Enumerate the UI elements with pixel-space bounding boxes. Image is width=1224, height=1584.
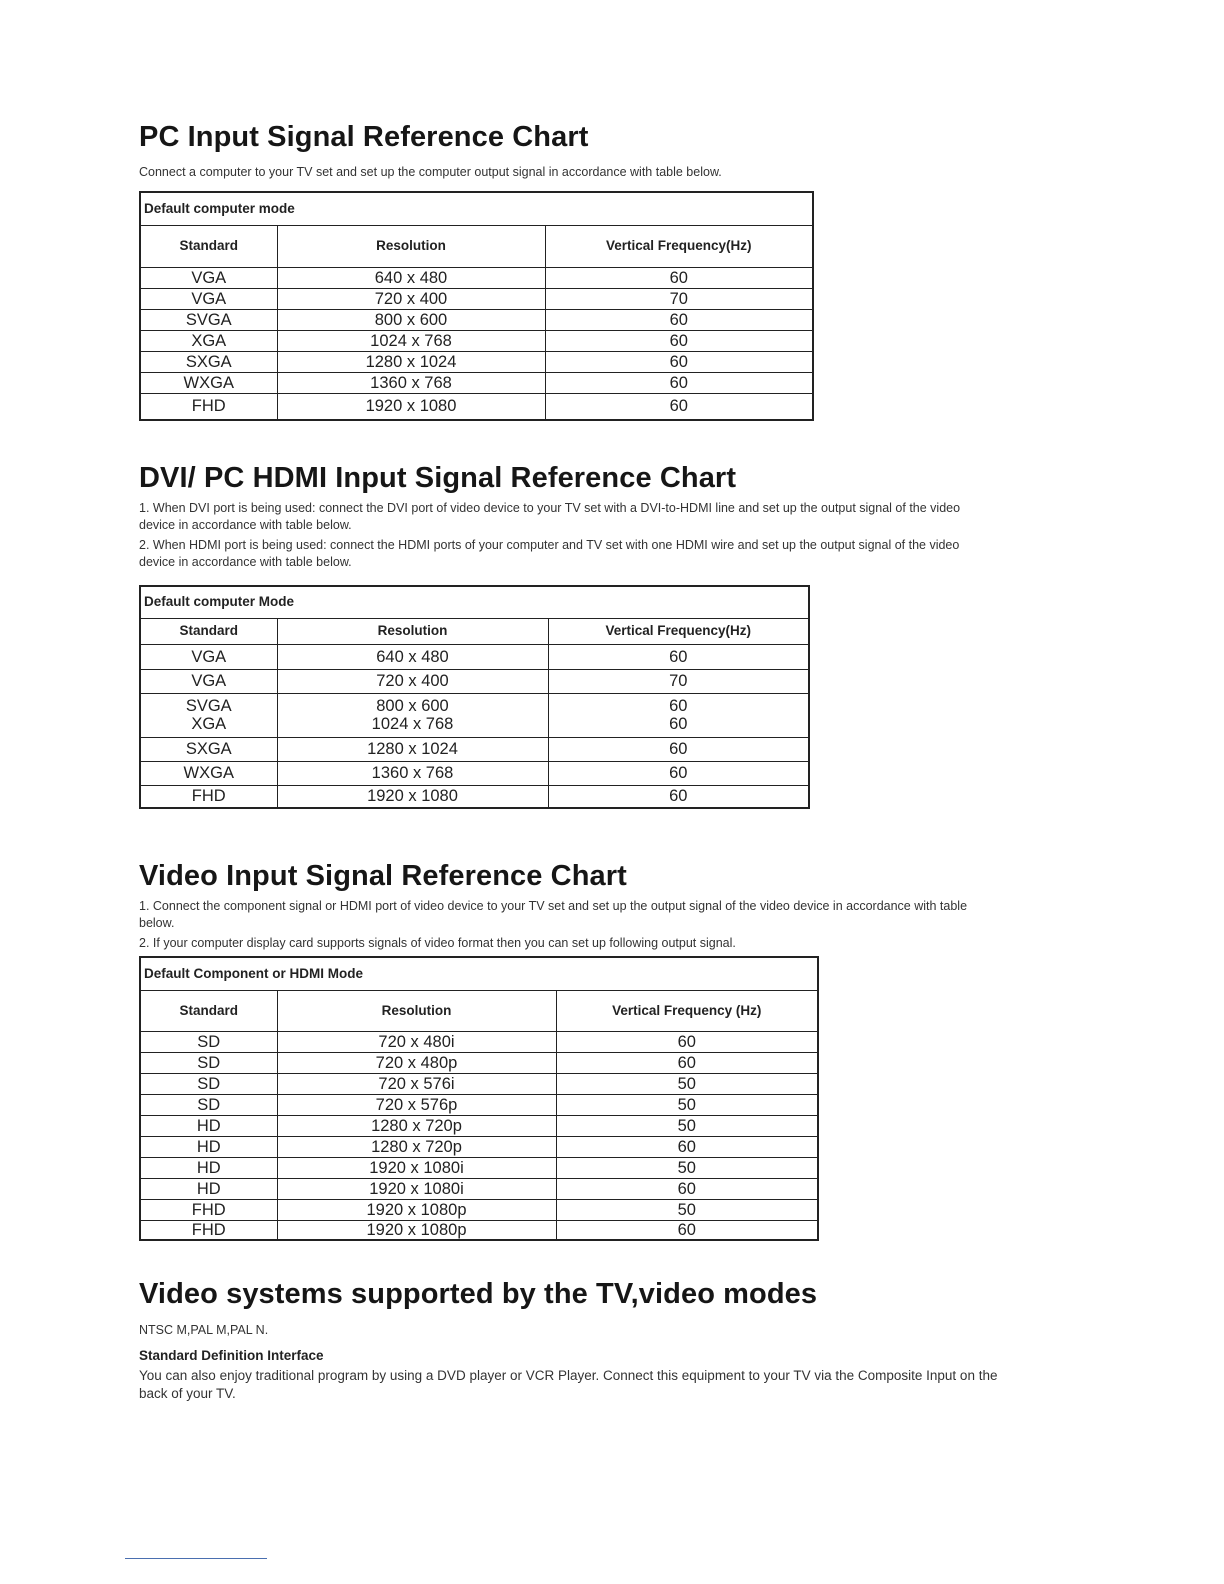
cell-line: XGA [191, 715, 227, 733]
sdi-body-line-1: You can also enjoy traditional program by using a DVD player or VCR Player. Connect this equipment to your TV via the Composite Input on the [139, 1368, 998, 1383]
cell-line: 60 [669, 715, 688, 733]
table-row [140, 1199, 818, 1220]
cell-resolution: 1024 x 768 [277, 330, 545, 351]
cell-frequency: 60 [545, 267, 813, 288]
cell-resolution: 1280 x 1024 [277, 351, 545, 372]
cell-frequency: 60 [545, 372, 813, 393]
table-row [140, 1178, 818, 1199]
table-caption: Default computer Mode [140, 586, 809, 618]
dvi-note-2-line-2: device in accordance with table below. [139, 555, 352, 569]
column-header-resolution: Resolution [277, 618, 548, 644]
video-systems-list: NTSC M,PAL M,PAL N. [139, 1323, 269, 1337]
cell-resolution: 1920 x 1080 [277, 393, 545, 420]
table-row [140, 1136, 818, 1157]
column-header-resolution: Resolution [277, 990, 556, 1031]
cell-resolution: 1920 x 1080p [277, 1220, 556, 1240]
cell-standard: FHD [140, 785, 277, 808]
cell-frequency: 60 [548, 737, 809, 761]
cell-frequency: 60 [545, 393, 813, 420]
cell-resolution: 800 x 600 [277, 309, 545, 330]
cell-standard [140, 693, 277, 737]
table-row [140, 644, 809, 669]
cell-standard: FHD [140, 393, 277, 420]
table-row [140, 785, 809, 808]
cell-resolution: 720 x 400 [277, 288, 545, 309]
cell-frequency: 60 [548, 761, 809, 785]
cell-resolution: 1920 x 1080 [277, 785, 548, 808]
footer-rule [125, 1558, 267, 1559]
cell-frequency: 60 [545, 309, 813, 330]
video-note-2: 2. If your computer display card supports signals of video format then you can set up following output signal. [139, 936, 736, 950]
table-row [140, 1115, 818, 1136]
table-row [140, 267, 813, 288]
cell-frequency: 60 [548, 785, 809, 808]
cell-resolution: 1920 x 1080i [277, 1178, 556, 1199]
cell-line: 1024 x 768 [371, 715, 454, 733]
cell-standard: SD [140, 1052, 277, 1073]
video-note-1-line-1: 1. Connect the component signal or HDMI port of video device to your TV set and set up the output signal of the video device in accordance with table [139, 899, 968, 913]
column-header-standard: Standard [140, 618, 277, 644]
cell-resolution: 1280 x 1024 [277, 737, 548, 761]
cell-standard: HD [140, 1115, 277, 1136]
cell-standard: HD [140, 1178, 277, 1199]
cell-standard: VGA [140, 644, 277, 669]
dvi-note-2-line-1: 2. When HDMI port is being used: connect the HDMI ports of your computer and TV set with one HDMI wire and set up the output signal of the video [139, 538, 960, 552]
column-header-frequency: Vertical Frequency(Hz) [545, 225, 813, 267]
table-row [140, 1073, 818, 1094]
cell-line: 800 x 600 [376, 697, 449, 715]
cell-standard: SVGA [140, 309, 277, 330]
cell-standard: SD [140, 1073, 277, 1094]
cell-frequency: 50 [556, 1115, 818, 1136]
cell-standard: SXGA [140, 351, 277, 372]
table-row [140, 330, 813, 351]
cell-standard: XGA [140, 330, 277, 351]
video-signal-table [139, 956, 819, 1241]
column-header-resolution: Resolution [277, 225, 545, 267]
video-note-1-line-2: below. [139, 916, 175, 930]
cell-standard: FHD [140, 1220, 277, 1240]
cell-standard: SXGA [140, 737, 277, 761]
table-row [140, 288, 813, 309]
cell-frequency: 50 [556, 1199, 818, 1220]
cell-frequency: 60 [548, 644, 809, 669]
cell-standard: WXGA [140, 761, 277, 785]
cell-frequency: 60 [545, 351, 813, 372]
cell-standard: SD [140, 1094, 277, 1115]
cell-line: SVGA [185, 697, 232, 715]
table-row [140, 1031, 818, 1052]
cell-resolution [277, 693, 548, 737]
cell-frequency: 60 [556, 1136, 818, 1157]
cell-resolution: 1360 x 768 [277, 761, 548, 785]
column-header-standard: Standard [140, 990, 277, 1031]
table-row [140, 1052, 818, 1073]
cell-resolution: 1920 x 1080p [277, 1199, 556, 1220]
video-chart-title: Video Input Signal Reference Chart [139, 860, 627, 892]
cell-frequency: 70 [545, 288, 813, 309]
cell-resolution: 640 x 480 [277, 267, 545, 288]
cell-standard: WXGA [140, 372, 277, 393]
cell-standard: HD [140, 1157, 277, 1178]
cell-resolution: 720 x 480i [277, 1031, 556, 1052]
cell-frequency: 50 [556, 1094, 818, 1115]
table-row [140, 737, 809, 761]
table-row [140, 1220, 818, 1240]
dvi-note-1-line-2: device in accordance with table below. [139, 518, 352, 532]
table-row [140, 1157, 818, 1178]
cell-frequency: 50 [556, 1157, 818, 1178]
cell-resolution: 1280 x 720p [277, 1115, 556, 1136]
cell-standard: VGA [140, 669, 277, 693]
video-systems-title: Video systems supported by the TV,video modes [139, 1278, 818, 1310]
cell-frequency: 60 [556, 1178, 818, 1199]
sdi-body-line-2: back of your TV. [139, 1386, 236, 1401]
column-header-standard: Standard [140, 225, 277, 267]
cell-frequency: 60 [556, 1052, 818, 1073]
cell-standard: VGA [140, 267, 277, 288]
cell-resolution: 640 x 480 [277, 644, 548, 669]
cell-resolution: 720 x 576p [277, 1094, 556, 1115]
cell-line: 60 [669, 697, 688, 715]
cell-resolution: 720 x 400 [277, 669, 548, 693]
table-row [140, 372, 813, 393]
dvi-note-1-line-1: 1. When DVI port is being used: connect the DVI port of video device to your TV set with a DVI-to-HDMI line and set up the output signal of the video [139, 501, 961, 515]
cell-standard: FHD [140, 1199, 277, 1220]
cell-standard: VGA [140, 288, 277, 309]
pc-signal-table [139, 191, 814, 421]
pc-chart-title: PC Input Signal Reference Chart [139, 121, 589, 153]
dvi-chart-title: DVI/ PC HDMI Input Signal Reference Chart [139, 462, 737, 494]
table-row [140, 393, 813, 420]
cell-resolution: 1280 x 720p [277, 1136, 556, 1157]
table-row [140, 1094, 818, 1115]
table-caption: Default computer mode [140, 192, 813, 225]
table-row [140, 693, 809, 737]
cell-standard: HD [140, 1136, 277, 1157]
sdi-subheading: Standard Definition Interface [139, 1348, 324, 1363]
cell-resolution: 1360 x 768 [277, 372, 545, 393]
cell-resolution: 1920 x 1080i [277, 1157, 556, 1178]
column-header-frequency: Vertical Frequency (Hz) [556, 990, 818, 1031]
table-row [140, 309, 813, 330]
table-row [140, 351, 813, 372]
cell-frequency: 70 [548, 669, 809, 693]
cell-resolution: 720 x 480p [277, 1052, 556, 1073]
table-row [140, 669, 809, 693]
pc-chart-intro: Connect a computer to your TV set and set up the computer output signal in accordance with table below. [139, 165, 722, 179]
cell-frequency: 60 [556, 1031, 818, 1052]
cell-standard: SD [140, 1031, 277, 1052]
cell-frequency [548, 693, 809, 737]
dvi-signal-table [139, 585, 810, 809]
cell-frequency: 50 [556, 1073, 818, 1094]
cell-resolution: 720 x 576i [277, 1073, 556, 1094]
cell-frequency: 60 [545, 330, 813, 351]
table-row [140, 761, 809, 785]
cell-frequency: 60 [556, 1220, 818, 1240]
table-caption: Default Component or HDMI Mode [140, 957, 818, 990]
column-header-frequency: Vertical Frequency(Hz) [548, 618, 809, 644]
